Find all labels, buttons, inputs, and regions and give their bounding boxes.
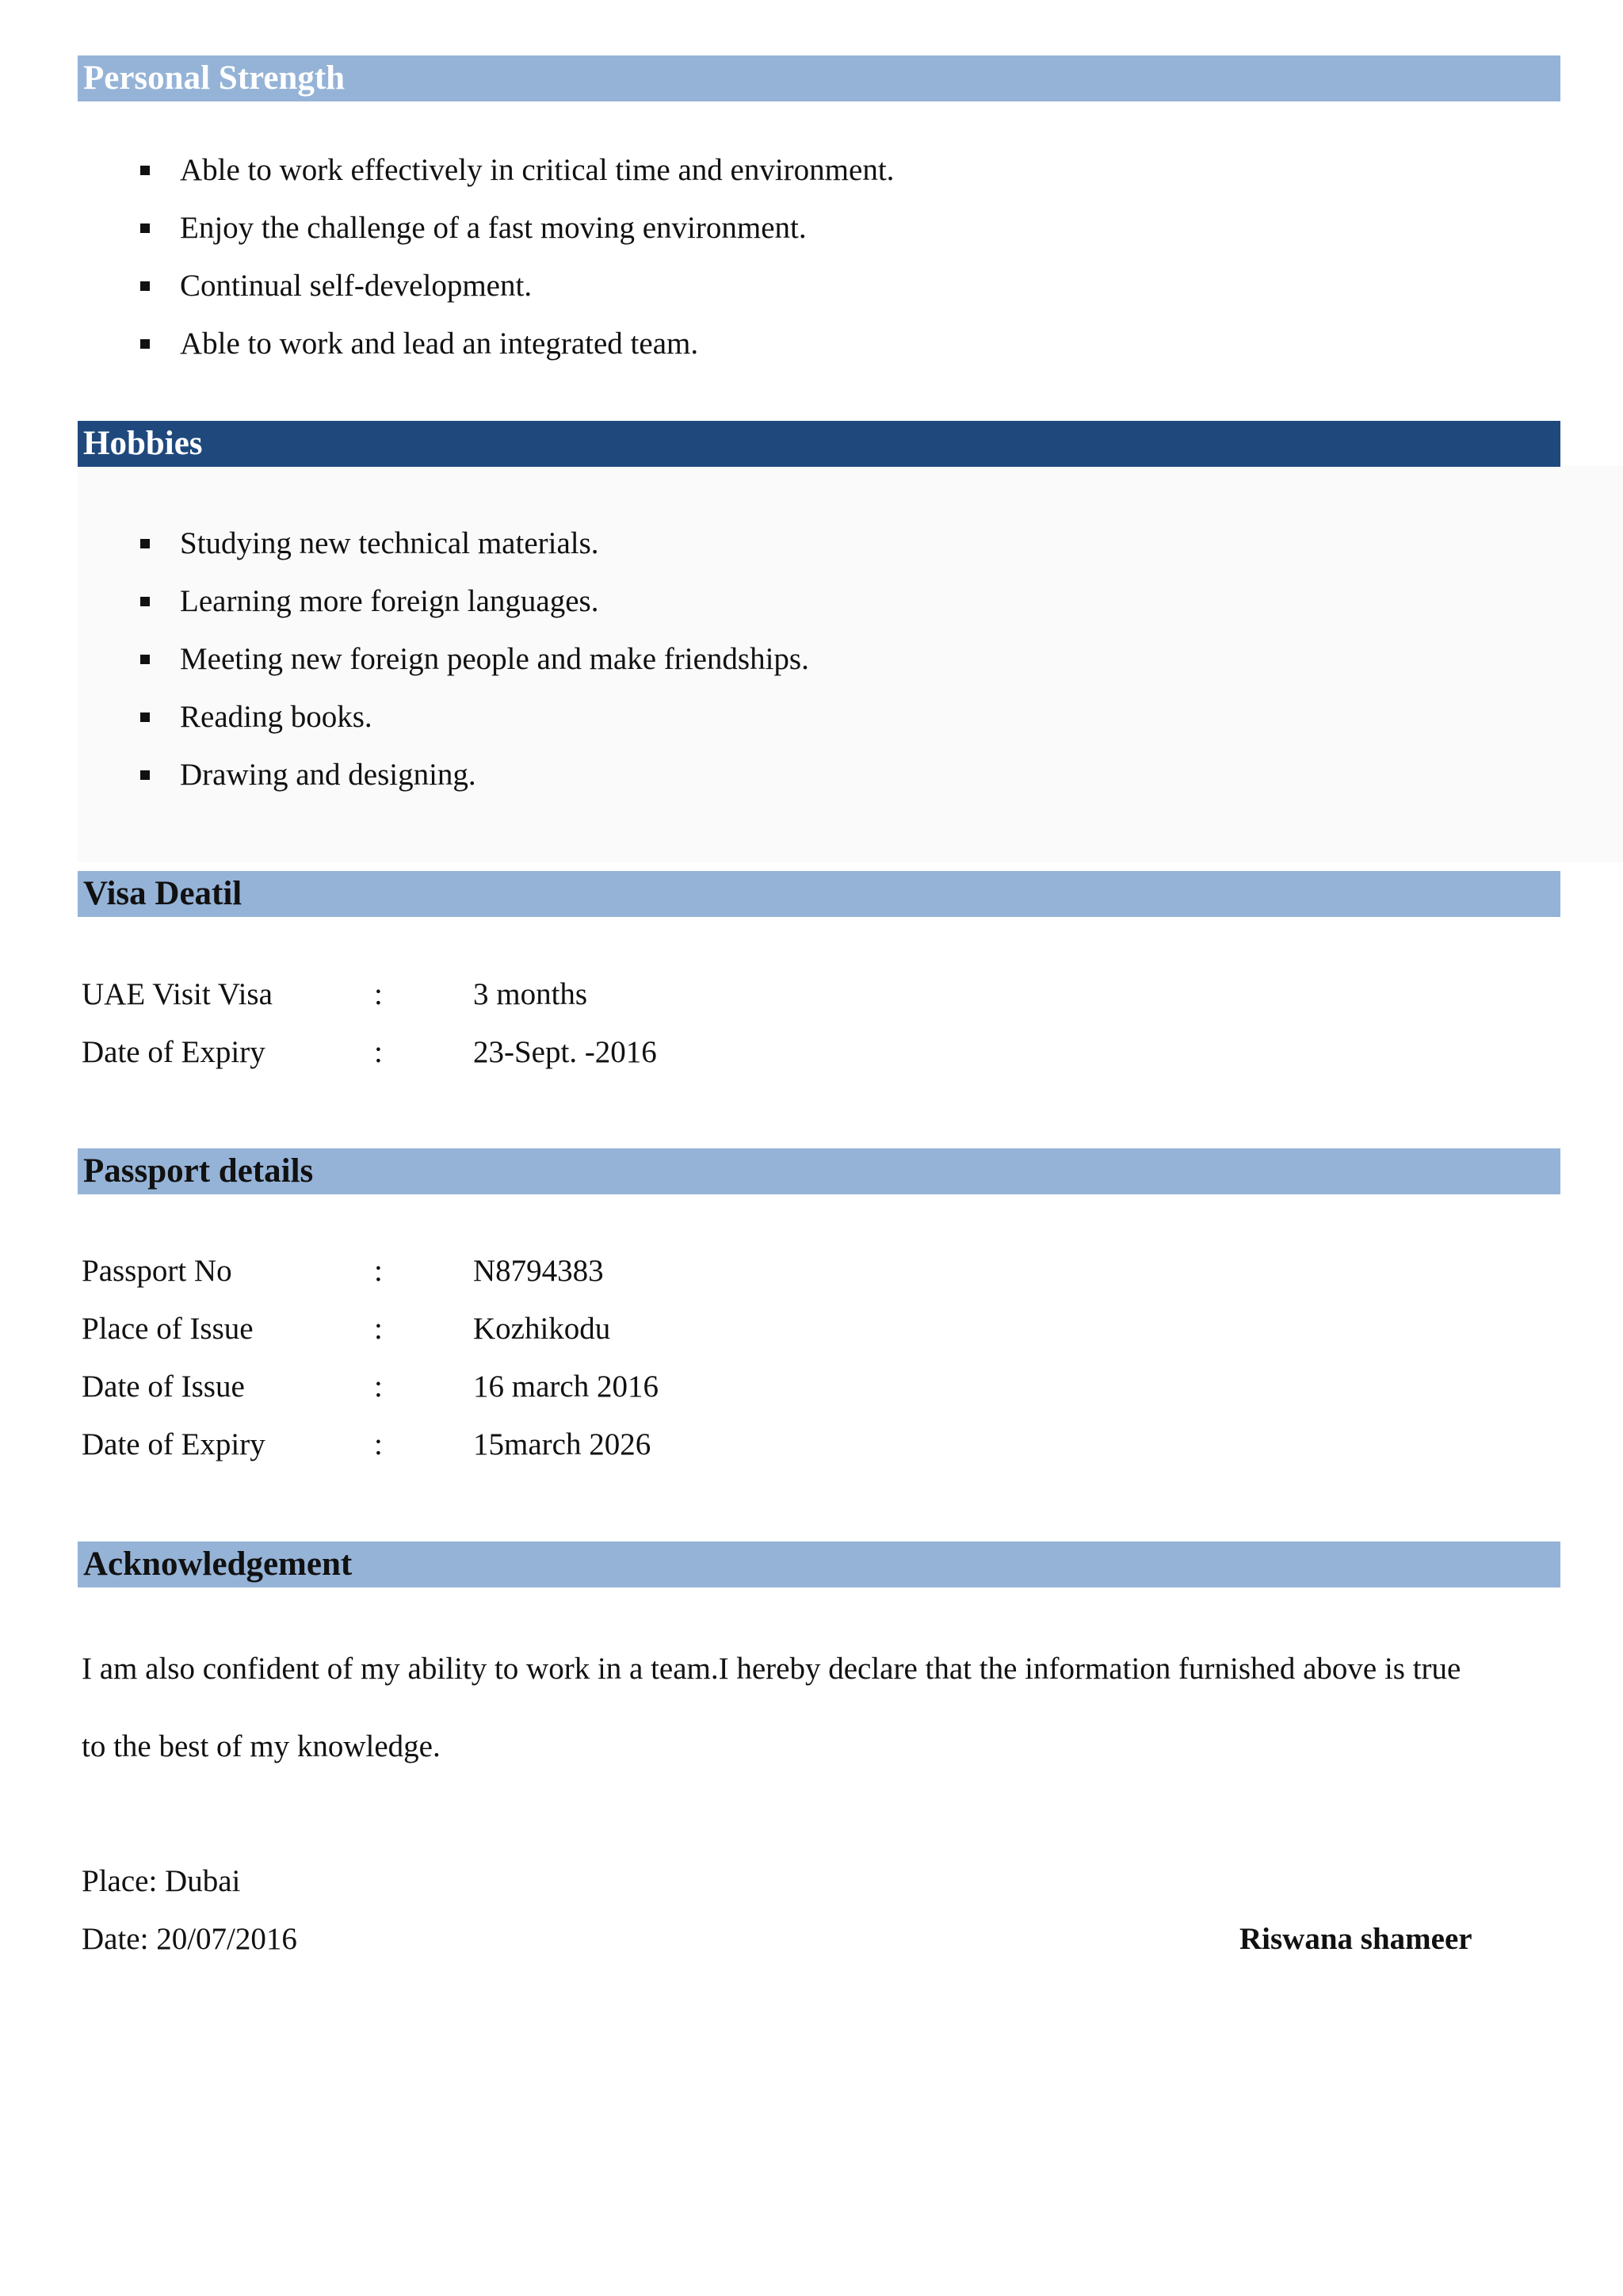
section-header-acknowledgement: Acknowledgement (78, 1541, 1560, 1587)
passport-row (0, 1421, 951, 1479)
passport-row (0, 1363, 951, 1421)
signature-name: Riswana shameer (1239, 1922, 1472, 1956)
field-separator: : (374, 1312, 383, 1346)
square-bullet-icon (140, 539, 150, 548)
field-value: 23-Sept. -2016 (473, 1035, 657, 1069)
visa-row (0, 1029, 951, 1087)
field-separator: : (374, 977, 383, 1011)
field-separator: : (374, 1427, 383, 1461)
passport-row (0, 1305, 951, 1363)
square-bullet-icon (140, 712, 150, 722)
field-label: Date of Expiry (82, 1427, 265, 1461)
list-item-text: Learning more foreign languages. (180, 584, 599, 618)
square-bullet-icon (140, 223, 150, 233)
square-bullet-icon (140, 655, 150, 664)
square-bullet-icon (140, 281, 150, 291)
passport-row (0, 1247, 951, 1305)
list-item-text: Reading books. (180, 700, 372, 734)
field-label: Date of Issue (82, 1370, 245, 1404)
list-item-text: Able to work and lead an integrated team. (180, 327, 699, 361)
field-value: 16 march 2016 (473, 1370, 659, 1404)
field-label: Passport No (82, 1254, 232, 1288)
field-value: 15march 2026 (473, 1427, 651, 1461)
list-item-text: Studying new technical materials. (180, 526, 599, 560)
list-item-text: Able to work effectively in critical time and environment. (180, 153, 895, 187)
square-bullet-icon (140, 770, 150, 780)
list-item-text: Drawing and designing. (180, 758, 476, 792)
field-value: 3 months (473, 977, 588, 1011)
field-value: N8794383 (473, 1254, 604, 1288)
field-separator: : (374, 1254, 383, 1288)
field-label: Date of Expiry (82, 1035, 265, 1069)
field-separator: : (374, 1035, 383, 1069)
section-header-visa: Visa Deatil (78, 871, 1560, 917)
declaration-line-2: to the best of my knowledge. (82, 1729, 441, 1763)
list-item-text: Enjoy the challenge of a fast moving environment. (180, 211, 807, 245)
section-header-hobbies: Hobbies (78, 421, 1560, 467)
list-item-text: Meeting new foreign people and make friendships. (180, 642, 809, 676)
section-header-personal-strength: Personal Strength (78, 55, 1560, 101)
field-separator: : (374, 1370, 383, 1404)
section-header-passport: Passport details (78, 1148, 1560, 1194)
field-label: Place of Issue (82, 1312, 254, 1346)
list-item-text: Continual self-development. (180, 269, 533, 303)
declaration-line-1: I am also confident of my ability to work in a team.I hereby declare that the information furnished above is true (82, 1652, 1461, 1686)
square-bullet-icon (140, 597, 150, 606)
square-bullet-icon (140, 339, 150, 349)
place-line: Place: Dubai (82, 1864, 241, 1898)
date-line: Date: 20/07/2016 (82, 1922, 297, 1956)
visa-row (0, 971, 951, 1029)
square-bullet-icon (140, 166, 150, 175)
field-value: Kozhikodu (473, 1312, 611, 1346)
field-label: UAE Visit Visa (82, 977, 273, 1011)
